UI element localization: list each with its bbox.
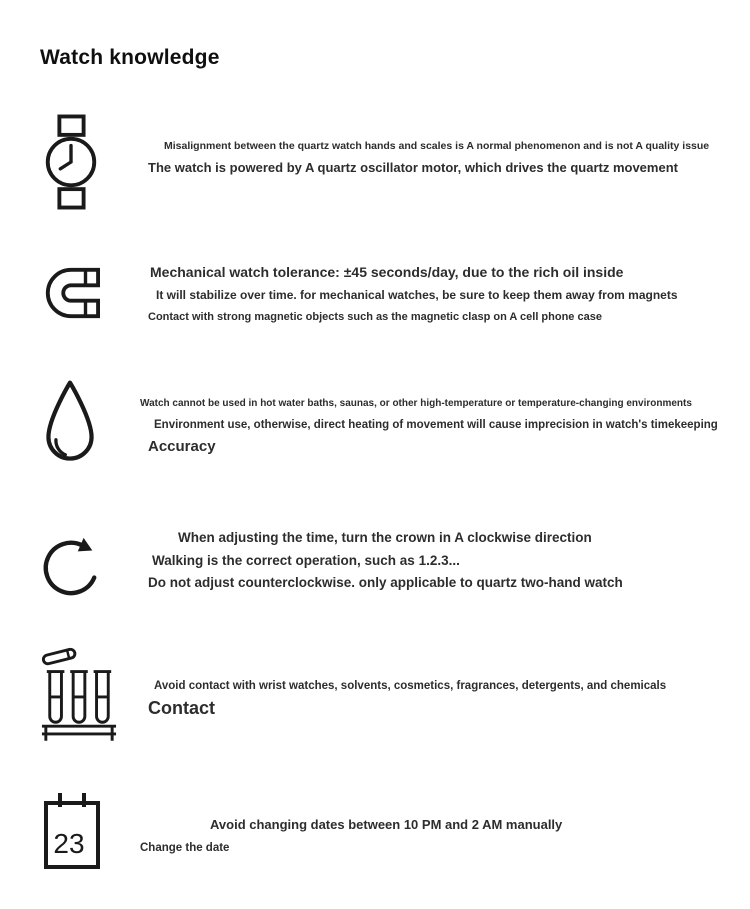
section-chemicals: [40, 642, 740, 719]
calendar-date: 23: [53, 828, 85, 859]
section-chemicals-heading: Contact: [148, 698, 215, 718]
section-magnetism-line-3: Contact with strong magnetic objects such as the magnetic clasp on A cell phone case: [148, 311, 602, 323]
magnet-icon: [40, 264, 102, 322]
page-title: Watch knowledge: [40, 46, 220, 70]
section-magnetism-line-1: Mechanical watch tolerance: ±45 seconds/day, due to the rich oil inside: [150, 264, 624, 280]
section-time-line-3: Do not adjust counterclockwise. only applicable to quartz two-hand watch: [148, 575, 623, 590]
watch-icon: [40, 112, 102, 212]
section-chemicals-line-1: Avoid contact with wrist watches, solvents, cosmetics, fragrances, detergents, and chemicals: [154, 680, 667, 692]
section-time-line-1: When adjusting the time, turn the crown in A clockwise direction: [178, 530, 592, 545]
section-magnetism-line-2: It will stabilize over time. for mechanical watches, be sure to keep them away from magnets: [156, 288, 678, 302]
test-tubes-icon: [40, 642, 118, 744]
section-time-adjustment: [40, 520, 740, 590]
section-temperature-line-1: Watch cannot be used in hot water baths, saunas, or other high-temperature or temperature-changing environments: [140, 398, 692, 409]
section-quartz-movement: [40, 112, 740, 175]
section-quartz-line-2: The watch is powered by A quartz oscillator motor, which drives the quartz movement: [148, 160, 678, 175]
section-date-line-1: Avoid changing dates between 10 PM and 2 AM manually: [210, 817, 563, 832]
calendar-icon: [40, 787, 104, 873]
section-temperature-line-2: Environment use, otherwise, direct heating of movement will cause imprecision in watch's timekeeping: [154, 419, 718, 431]
clockwise-arrow-icon: [40, 526, 102, 602]
section-temperature-heading: Accuracy: [148, 438, 216, 455]
section-magnetism: [40, 258, 740, 323]
water-drop-icon: [40, 376, 100, 468]
section-date-heading: Change the date: [140, 842, 230, 854]
section-quartz-line-1: Misalignment between the quartz watch hands and scales is A normal phenomenon and is not A quality issue: [164, 140, 710, 152]
section-time-line-2: Walking is the correct operation, such as 1.2.3...: [152, 553, 460, 568]
section-temperature: [40, 376, 740, 455]
section-date-change: [40, 785, 740, 859]
